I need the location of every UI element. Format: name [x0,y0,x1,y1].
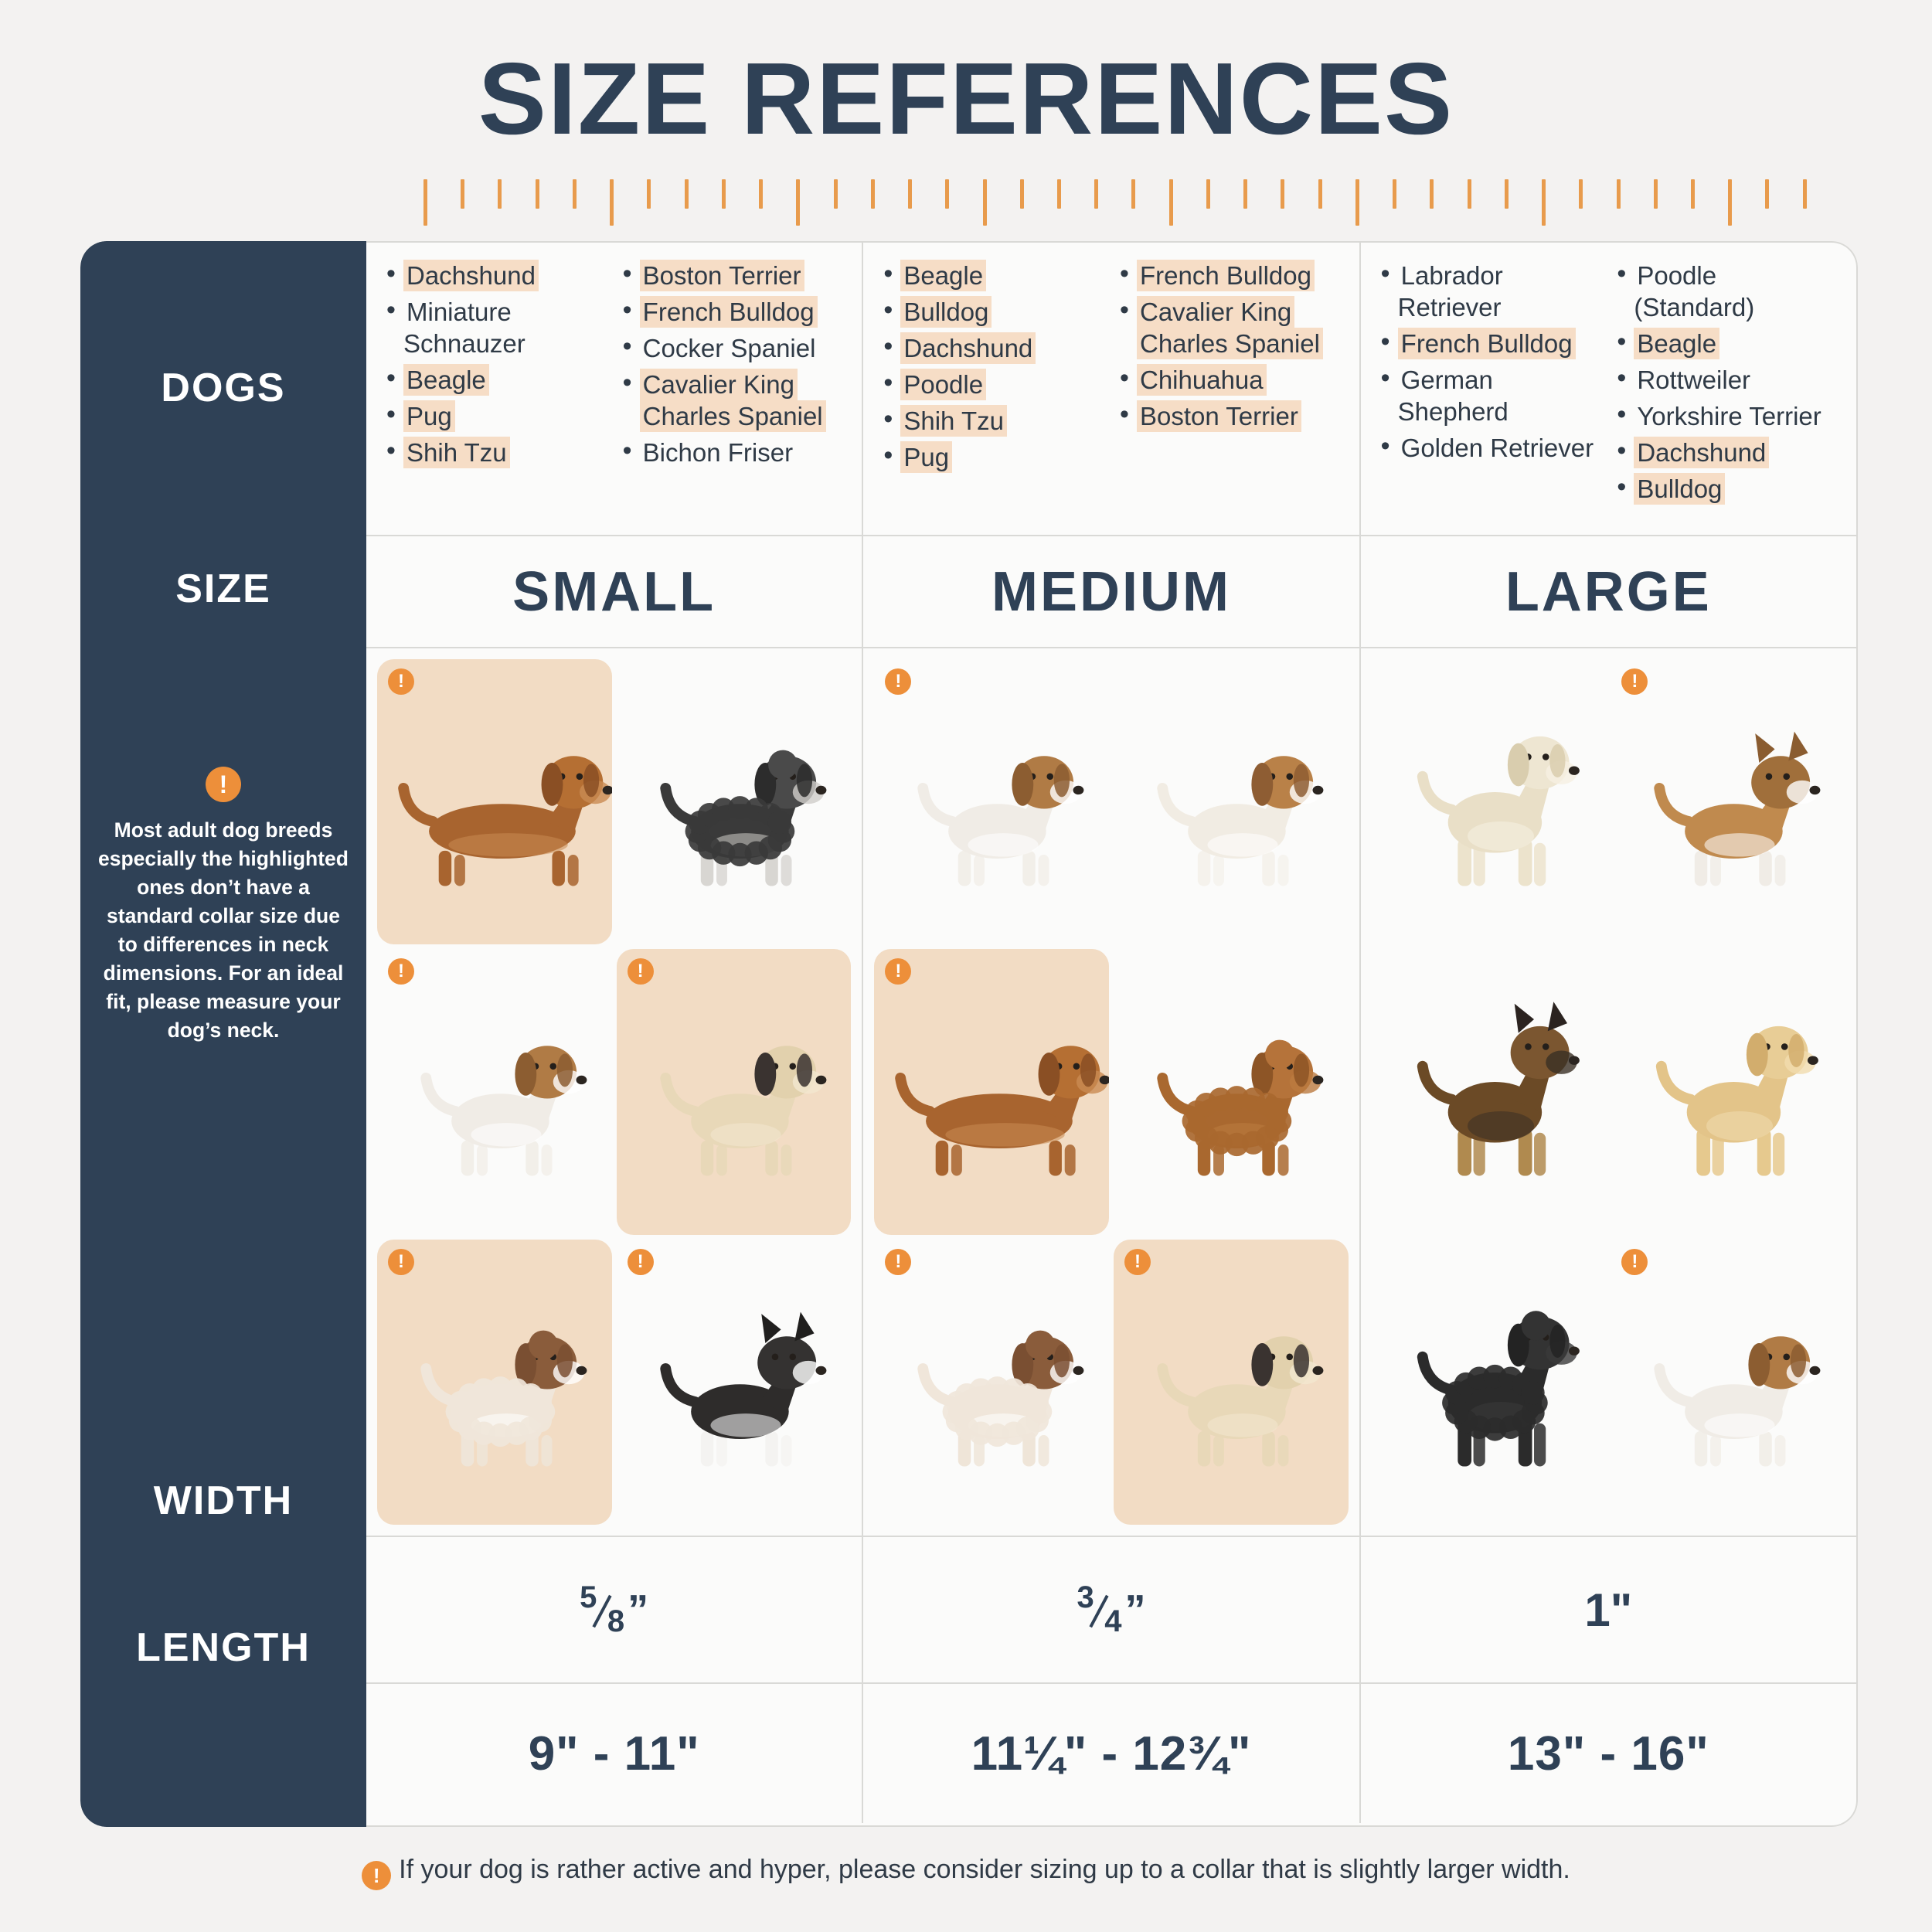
ruler-tick [722,179,726,209]
breed-item [1378,432,1607,464]
size-cell-small [366,536,863,648]
breed-item [1117,400,1345,432]
ruler-tick [498,179,502,209]
dog-illustration [1114,949,1349,1234]
footer-note-text: If your dog is rather active and hyper, please consider sizing up to a collar that is slightly larger width. [399,1855,1570,1884]
dog-illustration [874,659,1109,944]
breed-list-small-2 [620,260,849,527]
dog-photo [1114,949,1349,1234]
dog-illustration [874,949,1109,1234]
width-value-medium: 3 4 ” [1077,1580,1146,1638]
breed-item [1117,260,1345,291]
size-cell-medium [863,536,1360,648]
breed-item [383,296,612,359]
alert-icon: ! [388,668,414,695]
breed-item [1614,364,1842,396]
dog-illustration-wrap [377,949,612,1234]
ruler-tick [1393,179,1396,209]
breed-name: Boston Terrier [1137,400,1301,432]
breeds-cell-large [1361,243,1856,536]
label-dogs: DOGS [161,366,286,410]
length-cell-medium [863,1684,1360,1823]
dog-illustration-wrap [1372,1240,1607,1525]
dog-illustration [1372,949,1607,1234]
breed-item [383,364,612,396]
row-labels-column [80,241,366,1827]
breed-item [1117,364,1345,396]
alert-icon: ! [885,1249,911,1275]
alert-icon: ! [1621,668,1648,695]
dog-illustration [617,949,852,1234]
dog-photo [617,659,852,944]
dog-photo [1372,949,1607,1234]
breed-item [1378,364,1607,427]
dog-illustration-wrap [377,659,612,944]
dog-illustration-wrap [617,659,852,944]
label-size: SIZE [175,566,271,611]
dog-illustration-wrap [874,949,1109,1234]
breed-name: Miniature Schnauzer [403,298,526,358]
breed-name: French Bulldog [640,296,818,328]
dog-photo [874,659,1109,944]
width-cell-large [1361,1537,1856,1684]
alert-icon: ! [885,958,911,985]
dog-illustration [1372,1240,1607,1525]
breed-item [620,296,849,328]
ruler-tick [1654,179,1658,209]
dog-illustration [1611,1240,1845,1525]
width-value-large: 1" [1584,1583,1633,1636]
breed-name: Pug [900,441,952,473]
breed-list-medium-2 [1117,260,1345,527]
length-value-large: 13" - 16" [1507,1726,1709,1781]
breed-item [1378,328,1607,359]
dog-photo [1611,659,1845,944]
breed-list-medium-1 [880,260,1109,527]
ruler-tick [1691,179,1695,209]
alert-icon: ! [388,958,414,985]
ruler-tick [1206,179,1210,209]
breed-name: Boston Terrier [640,260,804,291]
dog-photo [1114,659,1349,944]
dog-illustration-wrap [1611,659,1845,944]
ruler-tick [1243,179,1247,209]
dog-photo [377,659,612,944]
breed-item [880,441,1109,473]
breed-name: Dachshund [1634,437,1769,468]
dog-photo [617,1240,852,1525]
breed-name: Dachshund [403,260,539,291]
breed-item [620,332,849,364]
ruler-tick [536,179,539,209]
breed-item [383,400,612,432]
dog-illustration [617,659,852,944]
dog-illustration-wrap [1114,659,1349,944]
ruler-tick [1430,179,1434,209]
breed-name: Bulldog [1634,473,1725,505]
dog-photo [377,1240,612,1525]
dog-illustration-wrap [1611,949,1845,1234]
dog-illustration [377,1240,612,1525]
breed-name: Shih Tzu [403,437,510,468]
ruler-tick [1057,179,1061,209]
ruler-tick [1505,179,1509,209]
size-table [80,241,1858,1827]
breed-name: Poodle [900,369,986,400]
dog-illustration [1114,1240,1349,1525]
breed-name: Golden Retriever [1400,434,1594,462]
breed-item [620,260,849,291]
photos-cell-small [366,648,863,1537]
breeds-row [366,243,1856,536]
dog-illustration-wrap [617,1240,852,1525]
dog-photo [377,949,612,1234]
dog-illustration-wrap [1114,1240,1349,1525]
ruler-tick [423,179,427,226]
ruler-tick [871,179,875,209]
ruler-tick [908,179,912,209]
ruler-tick [1542,179,1546,226]
length-cell-small [366,1684,863,1823]
photos-cell-large [1361,648,1856,1537]
breed-item [880,405,1109,437]
ruler-tick [1020,179,1024,209]
alert-icon: ! [96,767,351,802]
dog-illustration [1114,659,1349,944]
length-value-small: 9" - 11" [528,1726,700,1781]
width-row [366,1537,1856,1684]
breed-item [620,369,849,432]
breed-name: Bichon Friser [642,438,794,467]
size-columns [366,241,1858,1827]
breed-name: Dachshund [900,332,1036,364]
breed-list-large-1 [1378,260,1607,527]
dog-illustration [377,659,612,944]
ruler-tick [685,179,689,209]
photos-row [366,648,1856,1537]
size-header-small: SMALL [512,561,716,623]
measure-note [96,767,351,1045]
label-width: WIDTH [153,1478,294,1523]
ruler-tick [1579,179,1583,209]
breeds-cell-small [366,243,863,536]
dog-photo [1372,1240,1607,1525]
alert-icon: ! [628,1249,654,1275]
dog-photo [1611,949,1845,1234]
size-cell-large [1361,536,1856,648]
label-length: LENGTH [136,1625,311,1670]
ruler-tick [573,179,577,209]
breed-name: Shih Tzu [900,405,1007,437]
breed-name: Bulldog [900,296,992,328]
dog-illustration [617,1240,852,1525]
breed-list-large-2 [1614,260,1842,527]
photos-cell-medium [863,648,1360,1537]
breed-name: French Bulldog [1137,260,1315,291]
ruler-tick [1281,179,1284,209]
ruler-tick [1131,179,1135,209]
breed-item [1614,260,1842,323]
ruler-tick [1765,179,1769,209]
breed-item [383,260,612,291]
dog-illustration-wrap [1611,1240,1845,1525]
dog-photo [1611,1240,1845,1525]
length-cell-large [1361,1684,1856,1823]
ruler-tick [1094,179,1098,209]
page-title: SIZE REFERENCES [478,42,1454,155]
measure-note-text: Most adult dog breeds especially the highlighted ones don’t have a standard collar size due to differences in neck dimensions. For an ideal fit, please measure your dog’s neck. [98,818,349,1042]
ruler-tick [1803,179,1807,209]
dog-illustration [1611,949,1845,1234]
dog-illustration-wrap [874,1240,1109,1525]
breed-item [880,369,1109,400]
alert-icon: ! [628,958,654,985]
ruler-tick [1169,179,1173,226]
breed-item [880,332,1109,364]
breed-name: Rottweiler [1637,366,1751,394]
dog-illustration-wrap [1114,949,1349,1234]
breed-name: Cavalier King Charles Spaniel [640,369,826,432]
ruler-tick [1617,179,1621,209]
breed-item [880,296,1109,328]
breed-item [1378,260,1607,323]
breed-item [1117,296,1345,359]
ruler-tick [647,179,651,209]
breed-name: Yorkshire Terrier [1637,402,1821,430]
alert-icon: ! [885,668,911,695]
breed-item [1614,473,1842,505]
ruler-tick [759,179,763,209]
ruler-graphic [423,179,1807,227]
breed-name: Chihuahua [1137,364,1267,396]
alert-icon: ! [1124,1249,1151,1275]
ruler-tick [1728,179,1732,226]
length-value-medium: 11¼" - 12¾" [971,1726,1252,1781]
breed-name: Cavalier King Charles Spaniel [1137,296,1323,359]
breed-name: Pug [403,400,455,432]
dog-photo [874,949,1109,1234]
ruler-tick [796,179,800,226]
breed-name: Cocker Spaniel [642,334,816,362]
dog-illustration [874,1240,1109,1525]
breed-name: French Bulldog [1398,328,1576,359]
ruler-tick [1468,179,1471,209]
ruler-tick [945,179,949,209]
breed-list-small-1 [383,260,612,527]
breed-item [880,260,1109,291]
length-row [366,1684,1856,1823]
dog-photo [1372,659,1607,944]
breeds-cell-medium [863,243,1360,536]
dog-photo [617,949,852,1234]
size-header-row [366,536,1856,648]
dog-illustration-wrap [377,1240,612,1525]
size-header-medium: MEDIUM [992,561,1231,623]
breed-item [1614,328,1842,359]
dog-illustration-wrap [1372,949,1607,1234]
breed-name: Labrador Retriever [1397,261,1503,321]
ruler-tick [983,179,987,226]
breed-name: Beagle [403,364,489,396]
breed-item [1614,400,1842,432]
breed-name: Beagle [1634,328,1719,359]
breed-name: Poodle (Standard) [1634,261,1755,321]
breed-item [1614,437,1842,468]
breed-name: Beagle [900,260,986,291]
dog-illustration [377,949,612,1234]
footer-note [0,1855,1932,1890]
breed-item [620,437,849,468]
dog-illustration [1372,659,1607,944]
dog-illustration [1611,659,1845,944]
ruler-tick [1355,179,1359,226]
width-value-small: 5 8 ” [580,1580,649,1638]
alert-icon: ! [388,1249,414,1275]
dog-illustration-wrap [617,949,852,1234]
ruler-tick [461,179,464,209]
width-cell-medium [863,1537,1360,1684]
dog-illustration-wrap [874,659,1109,944]
dog-illustration-wrap [1372,659,1607,944]
dog-photo [1114,1240,1349,1525]
breed-item [383,437,612,468]
size-header-large: LARGE [1505,561,1712,623]
alert-icon-footer: ! [362,1861,391,1890]
alert-icon: ! [1621,1249,1648,1275]
ruler-tick [834,179,838,209]
width-cell-small [366,1537,863,1684]
breed-name: German Shepherd [1397,366,1509,426]
ruler-tick [1318,179,1322,209]
ruler-tick [610,179,614,226]
dog-photo [874,1240,1109,1525]
